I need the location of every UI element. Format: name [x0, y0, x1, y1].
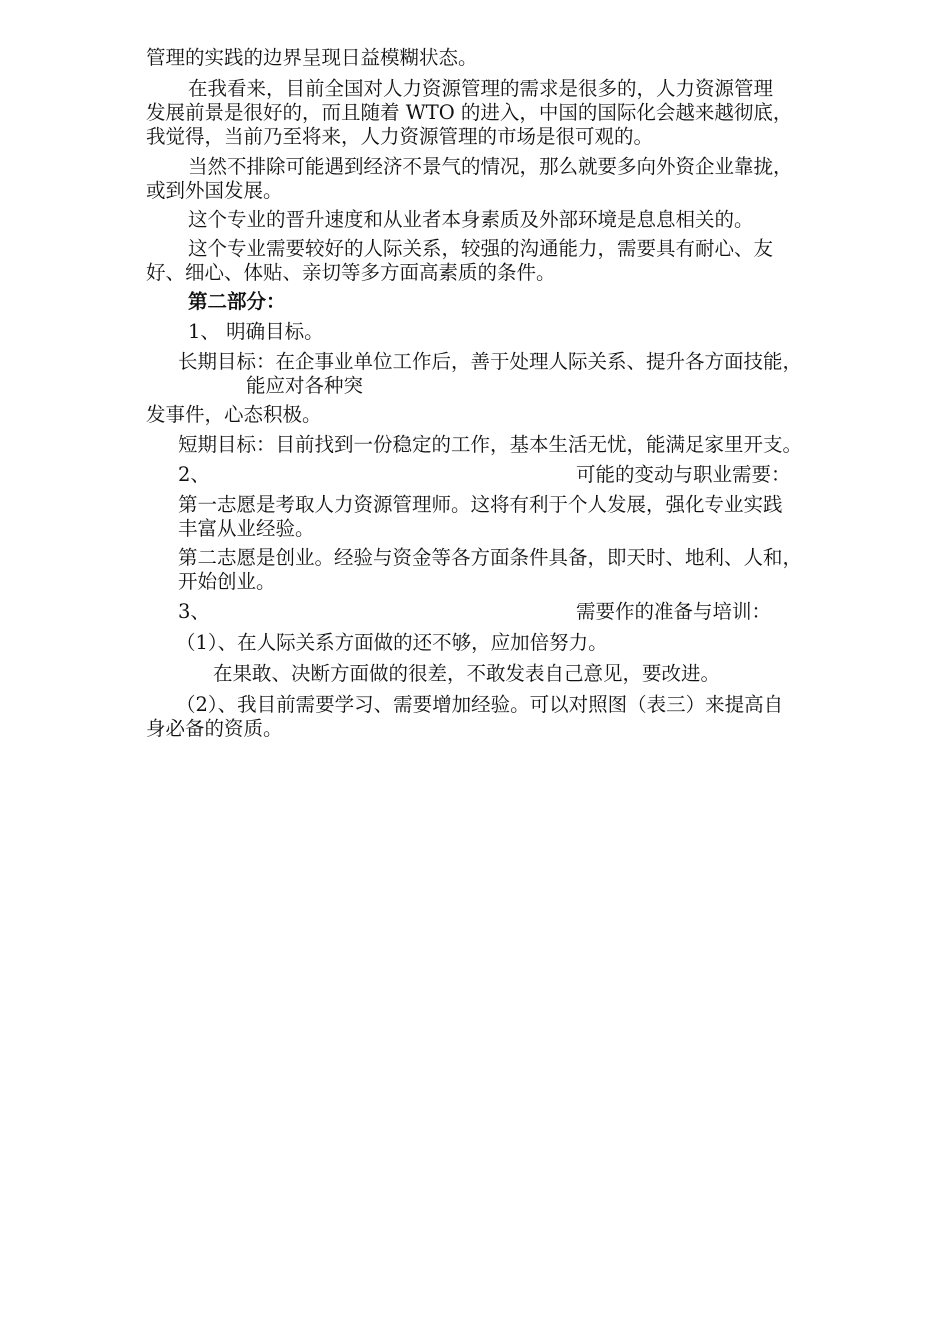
paragraph-line: （2）、我目前需要学习、需要增加经验。可以对照图（表三）来提高自 — [176, 693, 784, 716]
paragraph-line: 长期目标：在企事业单位工作后，善于处理人际关系、提升各方面技能， — [178, 350, 803, 373]
paragraph-line: 当然不排除可能遇到经济不景气的情况，那么就要多向外资企业靠拢， — [188, 155, 793, 178]
section-heading: 第二部分： — [188, 290, 286, 313]
list-item-text: 可能的变动与职业需要： — [576, 463, 791, 486]
list-item-text: 需要作的准备与培训： — [576, 600, 772, 623]
list-item-number: 2、 — [178, 463, 210, 486]
paragraph-line: 丰富从业经验。 — [178, 517, 315, 540]
paragraph-line: （1）、在人际关系方面做的还不够，应加倍努力。 — [176, 631, 608, 654]
paragraph-line: 或到外国发展。 — [146, 179, 283, 202]
paragraph-line: 短期目标：目前找到一份稳定的工作，基本生活无忧，能满足家里开支。 — [178, 433, 803, 456]
paragraph-line: 我觉得，当前乃至将来，人力资源管理的市场是很可观的。 — [146, 125, 654, 148]
paragraph-line: 开始创业。 — [178, 570, 276, 593]
paragraph-line: 发展前景是很好的，而且随着 WTO 的进入，中国的国际化会越来越彻底， — [146, 101, 793, 124]
paragraph-line: 第二志愿是创业。经验与资金等各方面条件具备，即天时、地利、人和， — [178, 546, 803, 569]
list-item: 1、 明确目标。 — [188, 320, 324, 343]
paragraph-line: 管理的实践的边界呈现日益模糊状态。 — [146, 46, 478, 69]
paragraph-line: 能应对各种突 — [246, 374, 364, 397]
paragraph-line: 这个专业需要较好的人际关系，较强的沟通能力，需要具有耐心、友 — [188, 237, 774, 260]
paragraph-line: 这个专业的晋升速度和从业者本身素质及外部环境是息息相关的。 — [188, 208, 754, 231]
paragraph-line: 第一志愿是考取人力资源管理师。这将有利于个人发展，强化专业实践 — [178, 493, 783, 516]
paragraph-line: 在我看来，目前全国对人力资源管理的需求是很多的，人力资源管理 — [188, 77, 774, 100]
paragraph-line: 在果敢、决断方面做的很差，不敢发表自己意见，要改进。 — [213, 662, 721, 685]
paragraph-line: 发事件，心态积极。 — [146, 403, 322, 426]
list-item-number: 3、 — [178, 600, 210, 623]
paragraph-line: 好、细心、体贴、亲切等多方面高素质的条件。 — [146, 261, 556, 284]
paragraph-line: 身必备的资质。 — [146, 717, 283, 740]
